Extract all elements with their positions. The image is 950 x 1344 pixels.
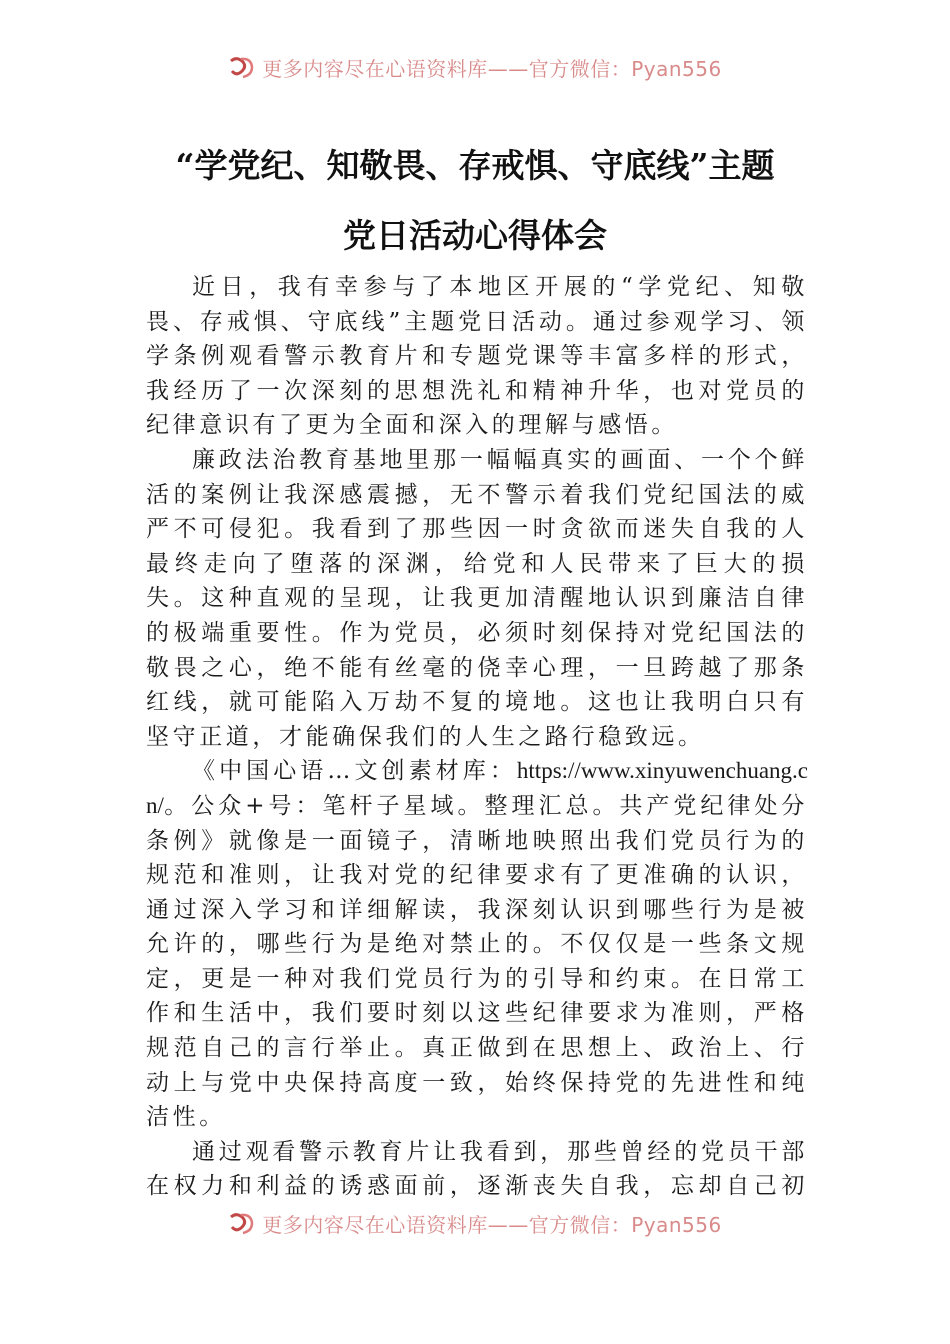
body-paragraph-3: [146, 754, 808, 1135]
website-url: https://www.xinyuwenchuang.cn/: [146, 758, 808, 818]
watermark-text: 更多内容尽在心语资料库——官方微信：Pyan556: [262, 1212, 722, 1237]
document-body: [146, 270, 808, 1200]
paragraph-3-prefix: 《中国心语…文创素材库：: [192, 758, 517, 785]
body-paragraph-1: 近日，我有幸参与了本地区开展的“学党纪、知敬畏、存戒惧、守底线”主题党日活动。通过参观学习、领学条例观看警示教育片和专题党课等丰富多样的形式，我经历了一次深刻的思想洗礼和精神升华，也对党员的纪律意识有了更为全面和深入的理解与感悟。: [146, 274, 808, 439]
watermark-text: 更多内容尽在心语资料库——官方微信：Pyan556: [262, 56, 722, 81]
document-title-line-1: “学党纪、知敬畏、存戒惧、守底线”主题: [175, 146, 775, 185]
body-paragraph-2: 廉政法治教育基地里那一幅幅真实的画面、一个个鲜活的案例让我深感震撼，无不警示着我们党纪国法的威严不可侵犯。我看到了那些因一时贪欲而迷失自我的人最终走向了堕落的深渊，给党和人民带来了巨大的损失。这种直观的呈现，让我更加清醒地认识到廉洁自律的极端重要性。作为党员，必须时刻保持对党纪国法的敬畏之心，绝不能有丝毫的侥幸心理，一旦跨越了那条红线，就可能陷入万劫不复的境地。这也让我明白只有坚守正道，才能确保我们的人生之路行稳致远。: [146, 446, 808, 750]
footer-watermark: [0, 1208, 950, 1238]
paragraph-3-text: 。公众+号：笔杆子星域。整理汇总。共产党纪律处分条例》就像是一面镜子，清晰地映照出我们党员行为的规范和准则，让我对党的纪律要求有了更准确的认识，通过深入学习和详细解读，我深刻认识到哪些行为是被允许的，哪些行为是绝对禁止的。不仅仅是一些条文规定，更是一种对我们党员行为的引导和约束。在日常工作和生活中，我们要时刻以这些纪律要求为准则，严格规范自己的言行举止。真正做到在思想上、政治上、行动上与党中央保持高度一致，始终保持党的先进性和纯洁性。: [146, 792, 808, 1131]
brand-logo-icon: [228, 1211, 256, 1235]
document-title-line-2: 党日活动心得体会: [343, 216, 607, 255]
body-paragraph-4: 通过观看警示教育片让我看到，那些曾经的党员干部在权力和利益的诱惑面前，逐渐丧失自我，忘却自己初: [146, 1138, 808, 1200]
header-watermark: [0, 52, 950, 82]
brand-logo-icon: [228, 55, 256, 79]
